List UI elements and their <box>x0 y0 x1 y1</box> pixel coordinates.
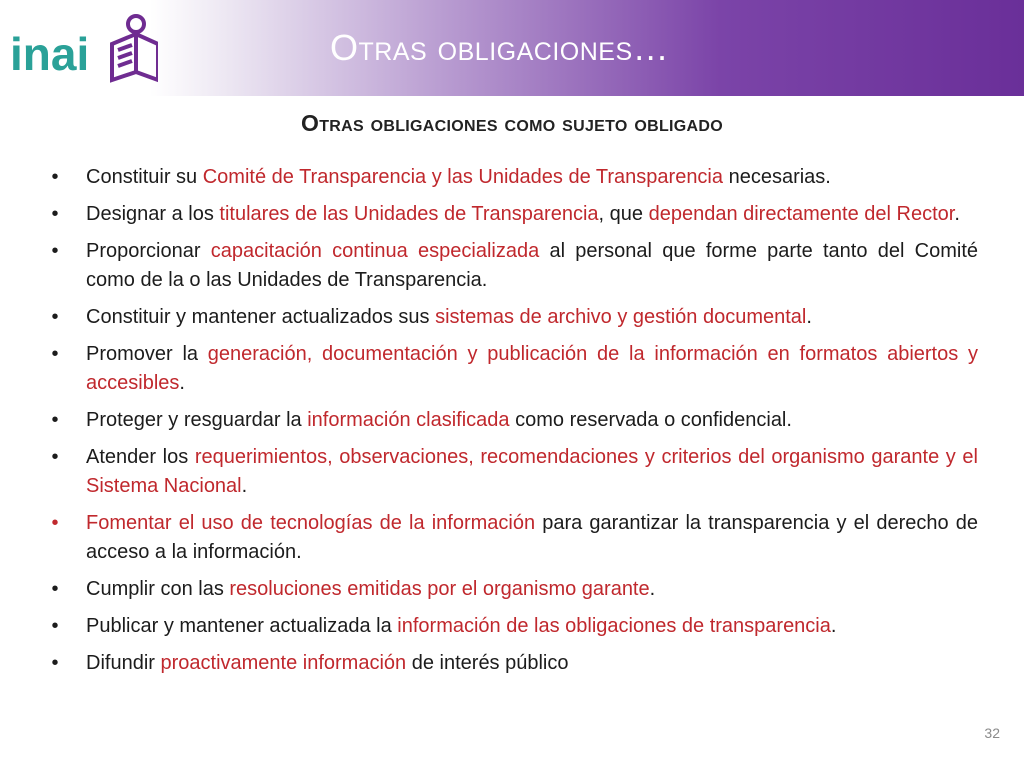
body-text: Constituir y mantener actualizados sus <box>86 306 436 328</box>
body-text: Proteger y resguardar la <box>86 409 308 431</box>
body-text: Atender los <box>86 446 195 468</box>
bullet-dot-icon: • <box>51 578 59 600</box>
list-item <box>46 200 978 229</box>
bullet-dot-icon: • <box>51 409 59 431</box>
logo-person-book-icon <box>112 16 158 80</box>
body-text: de interés público <box>406 652 569 674</box>
list-item <box>46 649 978 678</box>
body-text: Publicar y mantener actualizada la <box>86 615 398 637</box>
body-text: . <box>954 203 960 225</box>
list-item <box>46 509 978 567</box>
body-text: como reservada o confidencial. <box>509 409 792 431</box>
bullet-dot-icon: • <box>51 512 59 534</box>
body-text: . <box>241 475 248 497</box>
obligations-list <box>46 163 978 686</box>
highlighted-text: titulares de las Unidades de Transparencia <box>219 203 599 225</box>
list-item <box>46 340 978 398</box>
highlighted-text: Fomentar el uso de tecnologías de la información <box>86 512 536 534</box>
body-text: Cumplir con las <box>86 578 230 600</box>
highlighted-text: generación, documentación y publicación de la información en formatos abiertos y accesibles <box>86 343 978 394</box>
highlighted-text: requerimientos, observaciones, recomendaciones y criterios del organismo garante y el Sistema Nacional <box>86 446 978 497</box>
list-item <box>46 443 978 501</box>
bullet-dot-icon: • <box>51 240 59 262</box>
body-text: Constituir su <box>86 166 203 188</box>
bullet-dot-icon: • <box>51 343 59 365</box>
list-item <box>46 163 978 192</box>
body-text: Promover la <box>86 343 208 365</box>
highlighted-text: proactivamente información <box>160 652 407 674</box>
highlighted-text: información de las obligaciones de transparencia <box>397 615 831 637</box>
body-text: . <box>830 615 837 637</box>
highlighted-text: capacitación continua especializada <box>210 240 540 262</box>
slide-title: Otras obligaciones… <box>330 27 670 68</box>
bullet-dot-icon: • <box>51 615 59 637</box>
highlighted-text: dependan directamente del Rector <box>648 203 955 225</box>
highlighted-text: información clasificada <box>307 409 510 431</box>
list-item <box>46 237 978 295</box>
highlighted-text: sistemas de archivo y gestión documental <box>435 306 807 328</box>
section-subtitle: Otras obligaciones como sujeto obligado <box>301 110 723 136</box>
body-text: . <box>179 372 185 394</box>
bullet-dot-icon: • <box>51 203 59 225</box>
body-text: . <box>649 578 656 600</box>
list-item <box>46 303 978 332</box>
bullet-dot-icon: • <box>51 446 59 468</box>
body-text: para garantizar la transparencia y el derecho de acceso a la información. <box>86 512 978 563</box>
bullet-dot-icon: • <box>51 306 59 328</box>
highlighted-text: Comité de Transparencia y las Unidades de Transparencia <box>202 166 724 188</box>
list-item <box>46 575 978 604</box>
body-text: , que <box>598 203 649 225</box>
inai-logo <box>8 10 158 86</box>
logo-wordmark: inai <box>10 28 90 80</box>
highlighted-text: resoluciones emitidas por el organismo garante <box>229 578 650 600</box>
bullet-dot-icon: • <box>51 652 59 674</box>
body-text: Designar a los <box>86 203 220 225</box>
body-text: . <box>806 306 812 328</box>
body-text: Proporcionar <box>86 240 211 262</box>
bullet-dot-icon: • <box>51 166 59 188</box>
list-item <box>46 406 978 435</box>
body-text: necesarias. <box>723 166 831 188</box>
body-text: al personal que forme parte tanto del Comité como de la o las Unidades de Transparencia. <box>86 240 978 291</box>
list-item <box>46 612 978 641</box>
slide-header <box>0 0 1024 96</box>
body-text: Difundir <box>86 652 161 674</box>
page-number: 32 <box>984 725 1000 741</box>
